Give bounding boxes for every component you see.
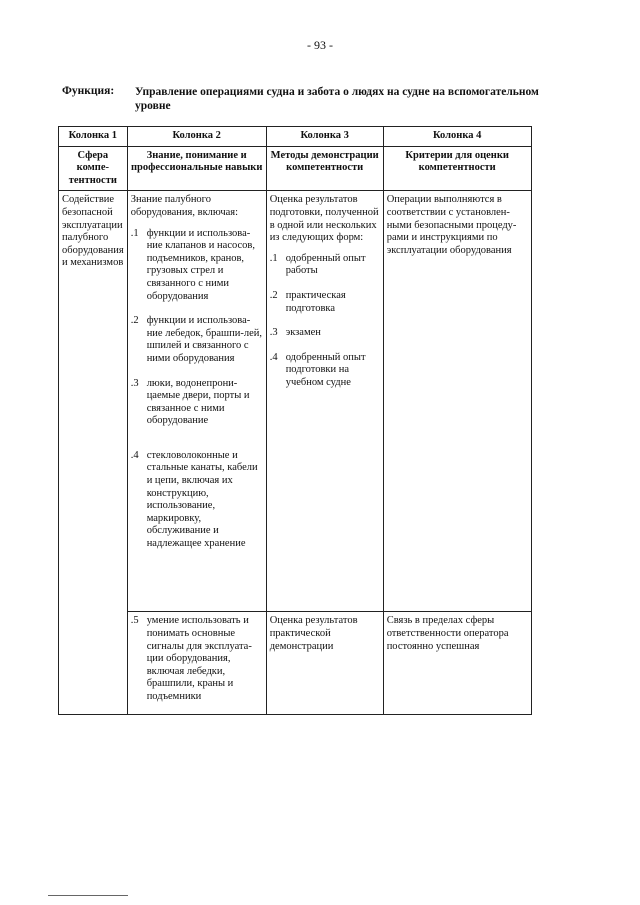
list-item xyxy=(270,290,380,315)
page-number: - 93 - xyxy=(307,38,333,52)
list-item xyxy=(270,327,380,340)
criteria-text: Связь в пределах сферы ответственности оператора постоянно успешная xyxy=(386,615,509,652)
item-number: .1 xyxy=(269,252,278,264)
item-text: функции и использова-ние клапанов и насосов, подъемников, кранов, грузовых стрел и связанного с ними оборудования xyxy=(146,227,255,302)
item-text: умение использовать и понимать основные сигналы для эксплуата-ции оборудования, включая лебедки, брашпили, краны и подъемники xyxy=(146,615,252,702)
item-number: .4 xyxy=(130,449,139,461)
knowledge-cell xyxy=(127,612,266,715)
item-text: экзамен xyxy=(285,327,321,339)
list-item xyxy=(131,228,263,304)
item-number: .3 xyxy=(130,377,139,389)
methods-intro: Оценка результатов подготовки, полученной в одной или нескольких из следующих форм: xyxy=(269,194,379,244)
methods-list xyxy=(270,253,380,390)
item-number: .4 xyxy=(269,351,278,363)
subheader-criteria: Критерии для оценки компетентности xyxy=(383,146,531,191)
item-text: одобренный опыт подготовки на учебном судне xyxy=(285,351,366,388)
criteria-cell xyxy=(383,612,531,715)
list-item xyxy=(131,450,263,551)
criteria-text: Операции выполняются в соответствии с установлен-ными безопасными процеду-рами и инструкциями по эксплуатации оборудования xyxy=(386,194,517,256)
footnote-divider xyxy=(48,895,128,896)
list-item xyxy=(131,615,263,703)
item-text: функции и использова-ние лебедок, брашпи-лей, шпилей и связанного с ними оборудования xyxy=(146,315,262,364)
column-header-3: Колонка 3 xyxy=(266,127,383,147)
column-title-row xyxy=(59,146,532,191)
subheader-competence: Сфера компе-тентности xyxy=(59,146,128,191)
function-label: Функция: xyxy=(62,85,115,97)
item-text: люки, водонепрони-цаемые двери, порты и связанное с ними оборудование xyxy=(146,377,250,427)
knowledge-list xyxy=(131,228,263,551)
column-header-4: Колонка 4 xyxy=(383,127,531,147)
item-number: .1 xyxy=(130,227,139,239)
item-number: .2 xyxy=(130,315,139,327)
item-text: практическая подготовка xyxy=(285,289,346,314)
item-number: .5 xyxy=(130,615,139,627)
column-header-1: Колонка 1 xyxy=(59,127,128,147)
item-text: одобренный опыт работы xyxy=(285,252,366,277)
methods-text: Оценка результатов практической демонстрации xyxy=(269,615,358,652)
competence-text: Содействие безопасной эксплуатации палубного оборудования и механизмов xyxy=(62,194,124,269)
table-row xyxy=(59,612,532,715)
list-item xyxy=(270,253,380,278)
criteria-cell xyxy=(383,191,531,612)
knowledge-intro: Знание палубного оборудования, включая: xyxy=(130,194,239,218)
list-item xyxy=(131,378,263,428)
column-number-row xyxy=(59,127,532,147)
list-item xyxy=(270,352,380,390)
methods-cell xyxy=(266,612,383,715)
item-text: стекловолоконные и стальные канаты, кабели и цепи, включая их конструкцию, использование, маркировку, обслуживание и надлежащее хранение xyxy=(146,449,258,550)
column-header-2: Колонка 2 xyxy=(127,127,266,147)
methods-cell xyxy=(266,191,383,612)
list-item xyxy=(131,315,263,365)
item-number: .3 xyxy=(269,327,278,339)
competence-cell xyxy=(59,191,128,715)
knowledge-cell xyxy=(127,191,266,612)
function-title: Управление операциями судна и забота о людях на судне на вспомогательном уровне xyxy=(135,86,539,112)
item-number: .2 xyxy=(269,289,278,301)
table-row xyxy=(59,191,532,612)
competence-table xyxy=(58,126,532,715)
subheader-knowledge: Знание, понимание и профессиональные навыки xyxy=(127,146,266,191)
subheader-methods: Методы демонстрации компетентности xyxy=(266,146,383,191)
